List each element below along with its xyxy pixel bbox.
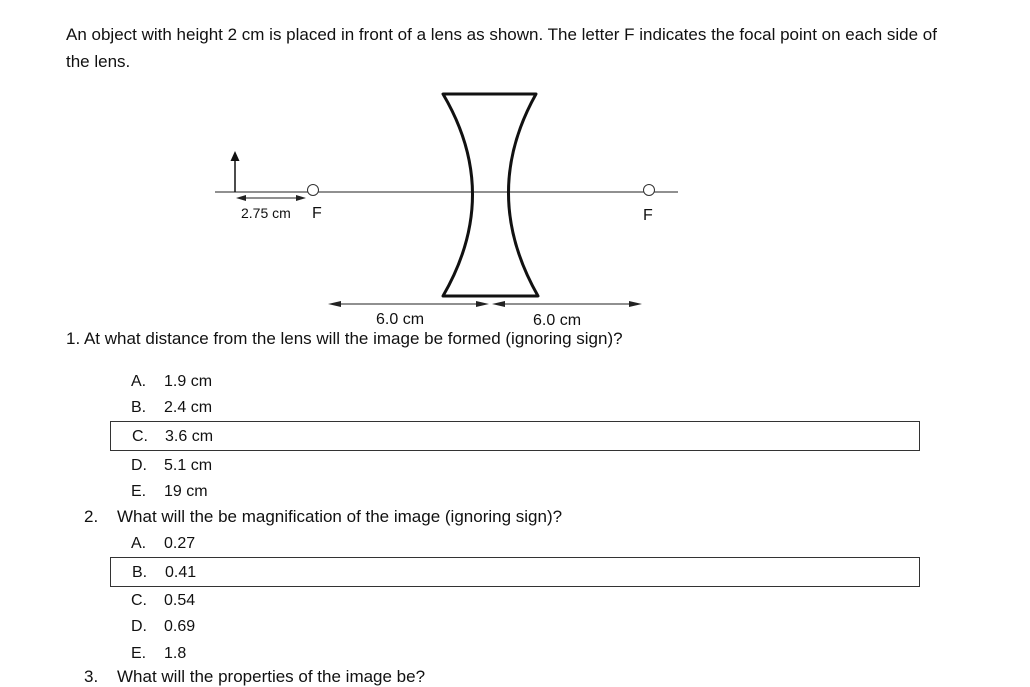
- question-2-number: 2.: [84, 507, 99, 526]
- option-letter: D.: [131, 618, 147, 635]
- object-distance-arrow-left: [236, 195, 246, 201]
- q2-option-b[interactable]: [110, 557, 920, 587]
- q1-option-c[interactable]: [110, 421, 920, 451]
- option-text: 1.8: [164, 645, 187, 662]
- option-letter: E.: [131, 645, 147, 662]
- option-letter: C.: [131, 592, 147, 609]
- question-3-text: What will the properties of the image be?: [117, 667, 426, 686]
- option-letter: A.: [131, 535, 147, 552]
- q2-option-d[interactable]: [110, 612, 920, 642]
- option-text: 1.9 cm: [164, 373, 213, 390]
- question-2-text: What will the be magnification of the image (ignoring sign)?: [117, 507, 563, 526]
- object-distance-arrow-right: [296, 195, 306, 201]
- right-distance-label: 6.0 cm: [533, 312, 582, 329]
- question-1-text: 1. At what distance from the lens will the image be formed (ignoring sign)?: [66, 329, 623, 348]
- option-text: 2.4 cm: [164, 399, 213, 416]
- option-text: 5.1 cm: [164, 457, 213, 474]
- option-letter: C.: [132, 428, 148, 445]
- option-letter: D.: [131, 457, 147, 474]
- focal-point-right: [644, 185, 655, 196]
- q2-option-e[interactable]: [110, 639, 920, 669]
- option-letter: E.: [131, 483, 147, 500]
- left-distance-label: 6.0 cm: [376, 311, 425, 328]
- option-text: 0.54: [164, 592, 196, 609]
- q2-option-a[interactable]: [110, 529, 920, 559]
- q1-option-b[interactable]: [110, 393, 920, 423]
- option-text: 19 cm: [164, 483, 208, 500]
- option-text: 0.27: [164, 535, 196, 552]
- option-text: 0.41: [165, 564, 197, 581]
- focal-point-left: [308, 185, 319, 196]
- lens-diagram: [0, 0, 1030, 340]
- object-distance-label: 2.75 cm: [241, 205, 291, 221]
- q1-option-e[interactable]: [110, 477, 920, 507]
- option-text: 0.69: [164, 618, 196, 635]
- left-distance-arrow-right: [476, 301, 489, 307]
- right-distance-arrow-right: [629, 301, 642, 307]
- question-3-number: 3.: [84, 667, 99, 686]
- problem-intro: An object with height 2 cm is placed in front of a lens as shown. The letter F indicates the focal point on each side of the lens.: [66, 25, 937, 71]
- option-letter: A.: [131, 373, 147, 390]
- focal-right-label: F: [643, 207, 653, 224]
- option-letter: B.: [131, 399, 147, 416]
- left-distance-arrow-left: [328, 301, 341, 307]
- option-text: 3.6 cm: [165, 428, 214, 445]
- focal-left-label: F: [312, 205, 322, 222]
- object-arrowhead: [231, 151, 240, 161]
- diverging-lens: [443, 94, 538, 296]
- right-distance-arrow-left: [492, 301, 505, 307]
- option-letter: B.: [132, 564, 148, 581]
